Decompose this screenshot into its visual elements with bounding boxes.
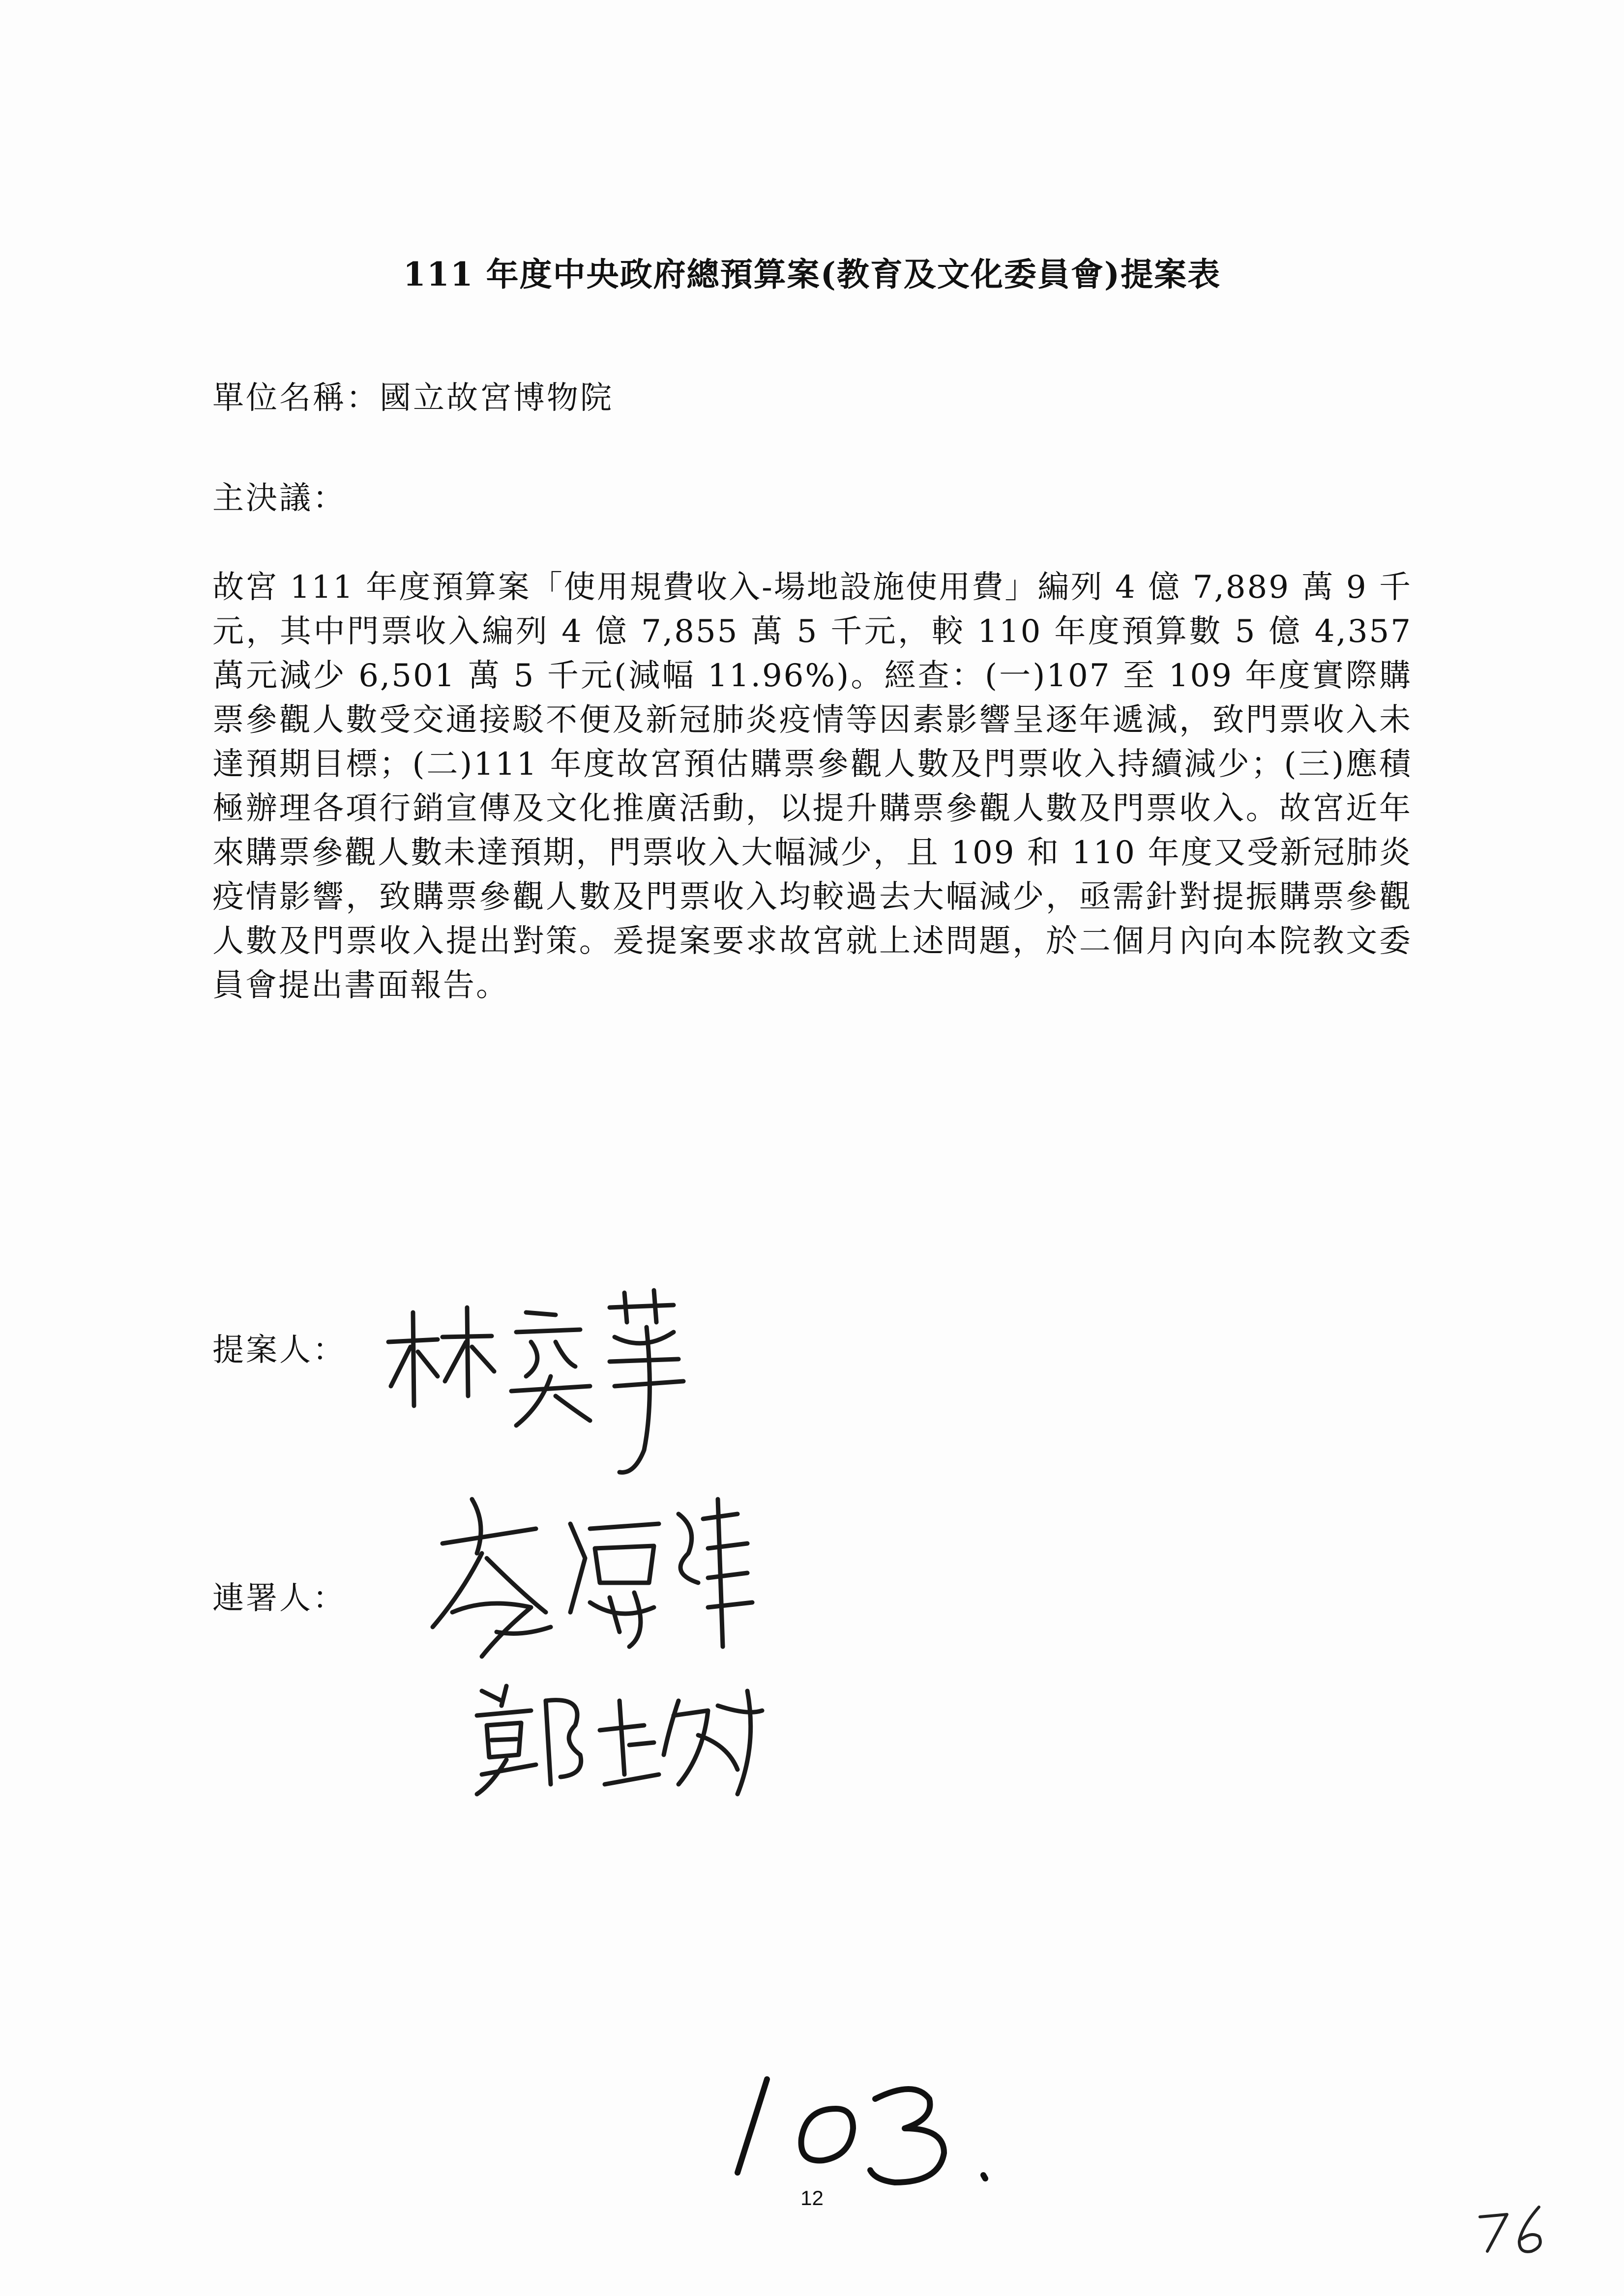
handwritten-number	[728, 2064, 1003, 2192]
document-title: 111 年度中央政府總預算案(教育及文化委員會)提案表	[403, 255, 1221, 293]
resolution-label: 主決議：	[212, 480, 346, 517]
resolution-body: 故宮 111 年度預算案「使用規費收入-場地設施使用費」編列 4 億 7,889 萬 9 千元，其中門票收入編列 4 億 7,855 萬 5 千元，較 110 年度預算數 5 億 4,357 萬元減少 6,501 萬 5 千元(減幅 11.96%)。經查：(一)107 至 109 年度實際購票參觀人數受交通接駁不便及新冠肺炎疫情等因素影響呈逐年遞減，致門票收入未達預期目標；(二)111 年度故宮預估購票參觀人數及門票收入持續減少；(三)應積極辦理各項行銷宣傳及文化推廣活動，以提升購票參觀人數及門票收入。故宮近年來購票參觀人數未達預期，門票收入大幅減少，且 109 和 110 年度又受新冠肺炎疫情影響，致購票參觀人數及門票收入均較過去大幅減少，亟需針對提振購票參觀人數及門票收入提出對策。爰提案要求故宮就上述問題，於二個月內向本院教文委員會提出書面報告。	[212, 569, 1412, 1004]
unit-name-line: 單位名稱：國立故宮博物院	[212, 380, 614, 416]
cosigner-signature-1	[423, 1484, 777, 1671]
cosigner-label: 連署人：	[212, 1580, 346, 1617]
proposer-label: 提案人：	[212, 1332, 346, 1368]
corner-handwritten-number	[1470, 2197, 1559, 2256]
page-number: 12	[800, 2186, 824, 2209]
proposer-signature	[379, 1278, 723, 1484]
cosigner-signature-2	[472, 1671, 777, 1799]
